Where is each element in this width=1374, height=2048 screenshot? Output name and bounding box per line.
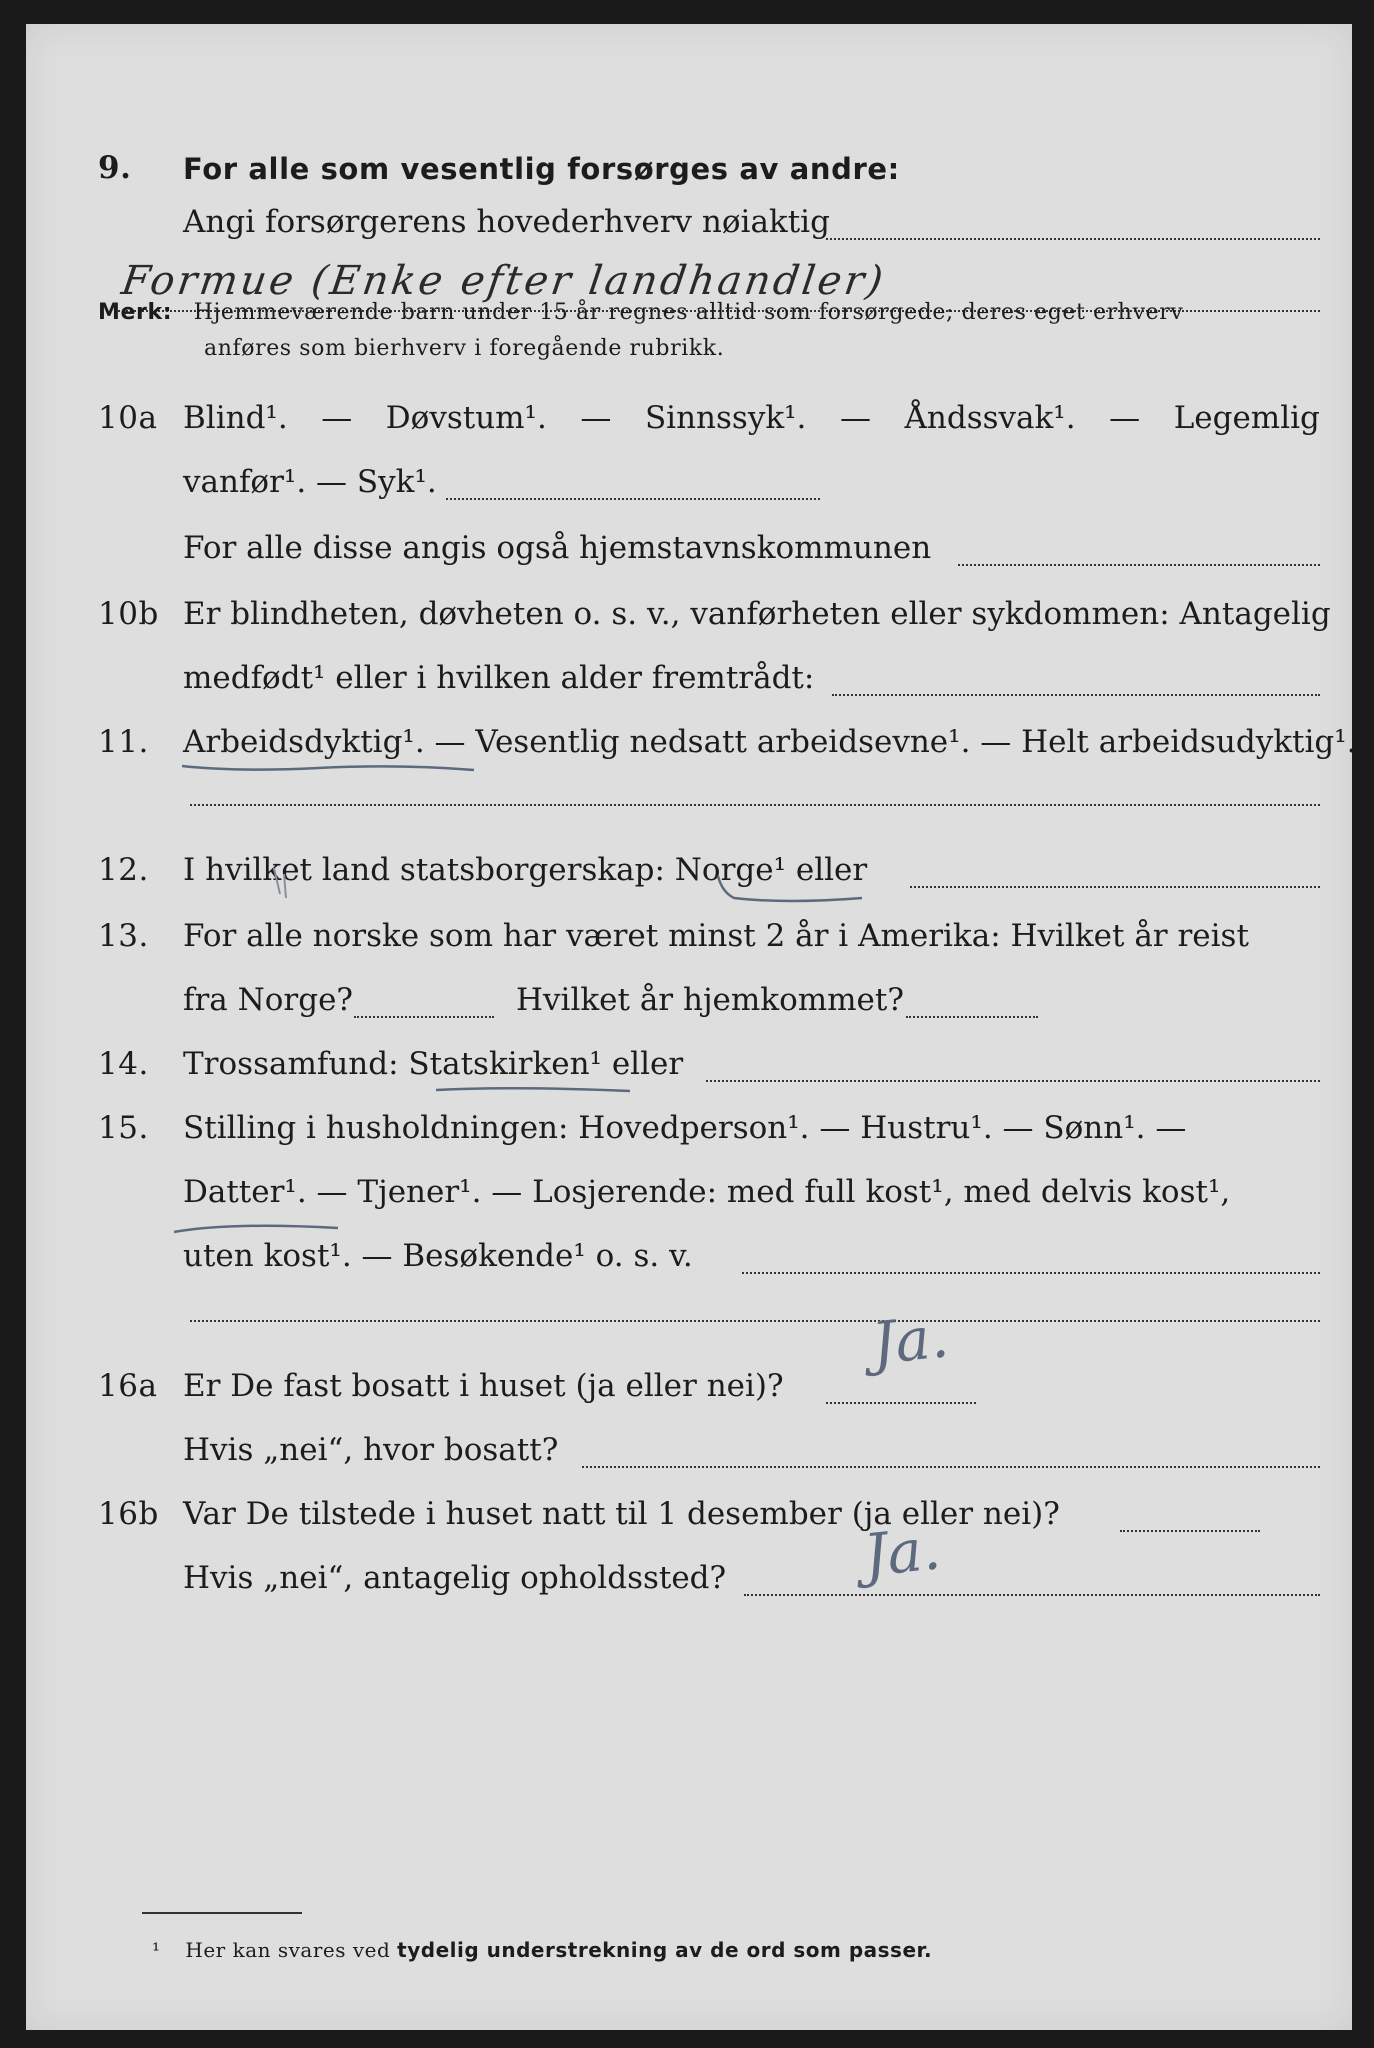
question-13-line2 — [26, 960, 1352, 1026]
question-number: 12. — [98, 852, 149, 888]
question-number: 10a — [98, 400, 158, 436]
answer-line[interactable] — [190, 804, 1320, 806]
question-number: 14. — [98, 1046, 149, 1082]
answer-line[interactable] — [826, 1402, 976, 1404]
question-text: fra Norge? — [183, 982, 354, 1018]
answer-line[interactable] — [706, 1080, 1320, 1082]
footnote-rule — [142, 1912, 302, 1914]
answer-line[interactable] — [906, 1016, 1038, 1018]
question-10a-line2 — [26, 442, 1352, 508]
question-text: For alle disse angis også hjemstavnskommunen — [183, 530, 932, 566]
question-text: Datter¹. — Tjener¹. — Losjerende: med full kost¹, med delvis kost¹, — [183, 1174, 1231, 1210]
question-15 — [26, 1088, 1352, 1154]
census-form-page — [26, 24, 1357, 2030]
question-text: Er De fast bosatt i huset (ja eller nei)? — [183, 1368, 784, 1404]
question-16a-line2 — [26, 1410, 1352, 1476]
question-9-prompt-row — [26, 182, 1352, 248]
answer-line[interactable] — [832, 694, 1320, 696]
question-10a-line3 — [26, 508, 1352, 574]
question-text: Hvis „nei“, antagelig opholdssted? — [183, 1560, 727, 1596]
dash: — — [839, 400, 871, 436]
question-text: Trossamfund: Statskirken¹ eller — [183, 1046, 684, 1082]
note-label: Merk: — [98, 300, 173, 325]
option-legemlig: Legemlig — [1173, 400, 1320, 436]
question-text: Hvis „nei“, hvor bosatt? — [183, 1432, 559, 1468]
question-11 — [26, 702, 1357, 768]
note-text: Hjemmeværende barn under 15 år regnes alltid som forsørgede; deres eget erhverv — [193, 300, 1184, 325]
handwritten-answer-16a: Ja. — [868, 1302, 952, 1378]
question-10b — [26, 574, 1352, 640]
question-number: 10b — [98, 596, 159, 632]
answer-line[interactable] — [354, 1016, 494, 1018]
footnote-mark: ¹ — [152, 1938, 161, 1962]
answer-line[interactable] — [190, 1320, 1320, 1322]
option-blind: Blind¹. — [183, 400, 288, 436]
question-number: 13. — [98, 918, 149, 954]
question-number: 9. — [98, 150, 132, 186]
answer-line[interactable] — [958, 564, 1320, 566]
dash: — — [1109, 400, 1141, 436]
option-andssvak: Åndssvak¹. — [904, 400, 1076, 436]
question-text: vanfør¹. — Syk¹. — [183, 464, 437, 500]
question-text: medfødt¹ eller i hvilken alder fremtrådt: — [183, 660, 815, 696]
note-line-1 — [98, 300, 1183, 325]
answer-line[interactable] — [1120, 1530, 1260, 1532]
question-16b-line2 — [26, 1538, 1352, 1604]
question-text: Var De tilstede i huset natt til 1 desember (ja eller nei)? — [183, 1496, 1060, 1532]
answer-line[interactable] — [582, 1466, 1320, 1468]
question-16b — [26, 1474, 1352, 1540]
note-line-2: anføres som bierhverv i foregående rubrikk. — [204, 336, 725, 361]
question-text: uten kost¹. — Besøkende¹ o. s. v. — [183, 1238, 693, 1274]
question-15-line2 — [26, 1152, 1352, 1218]
answer-line[interactable] — [744, 1594, 1320, 1596]
footnote-text: Her kan svares ved — [185, 1938, 391, 1962]
option-dovstum: Døvstum¹. — [385, 400, 547, 436]
question-text: Stilling i husholdningen: Hovedperson¹. — Hustru¹. — Sønn¹. — — [183, 1110, 1187, 1146]
question-number: 16b — [98, 1496, 159, 1532]
question-text: I hvilket land statsborgerskap: Norge¹ eller — [183, 852, 868, 888]
answer-line[interactable] — [742, 1272, 1320, 1274]
question-10b-line2 — [26, 638, 1352, 704]
dash: — — [321, 400, 353, 436]
dash: — — [580, 400, 612, 436]
question-text: Hvilket år hjemkommet? — [516, 982, 904, 1018]
question-title: For alle som vesentlig forsørges av andre: — [183, 152, 900, 186]
question-15-line3 — [26, 1216, 1352, 1282]
question-text — [183, 400, 1320, 436]
question-12 — [26, 830, 1352, 896]
question-10a — [26, 378, 1352, 444]
question-text: Er blindheten, døvheten o. s. v., vanførheten eller sykdommen: Antagelig — [183, 596, 1331, 632]
answer-line[interactable] — [446, 498, 820, 500]
handwritten-answer-16b: Ja. — [860, 1514, 944, 1590]
handwritten-answer: Formue (Enke efter landhandler) — [118, 258, 889, 304]
question-number: 16a — [98, 1368, 158, 1404]
question-text: Arbeidsdyktig¹. — Vesentlig nedsatt arbeidsevne¹. — Helt arbeidsudyktig¹. — [183, 724, 1357, 760]
option-sinnssyk: Sinnssyk¹. — [644, 400, 807, 436]
question-14 — [26, 1024, 1352, 1090]
footnote-text-bold: tydelig understrekning av de ord som passer. — [397, 1938, 933, 1962]
question-number: 11. — [98, 724, 149, 760]
question-prompt: Angi forsørgerens hovederhverv nøiaktig — [183, 204, 830, 240]
answer-line[interactable] — [826, 238, 1320, 240]
question-number: 15. — [98, 1110, 149, 1146]
question-16a — [26, 1346, 1352, 1412]
answer-line[interactable] — [910, 886, 1320, 888]
question-13 — [26, 896, 1352, 962]
question-text: For alle norske som har været minst 2 år i Amerika: Hvilket år reist — [183, 918, 1249, 954]
footnote — [152, 1938, 932, 1962]
